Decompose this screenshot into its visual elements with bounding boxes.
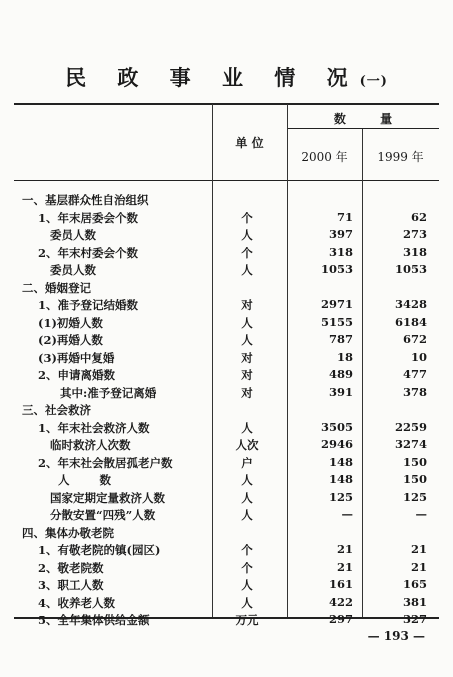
row-value-2000: 148: [328, 454, 353, 469]
table-row: [0, 402, 453, 419]
row-value-1999: 3428: [394, 297, 427, 311]
row-label: 国家定期定量救济人数: [50, 490, 165, 505]
row-label: 四、集体办敬老院: [22, 525, 114, 540]
row-unit: 人: [241, 595, 253, 610]
row-value-2000: 422: [328, 594, 353, 609]
row-value-2000: 125: [328, 489, 353, 504]
row-value-1999: 6184: [394, 314, 427, 329]
row-label: 2、申请离婚数: [38, 368, 116, 382]
table-row: [0, 420, 453, 437]
row-label: 一、基层群众性自治组织: [22, 193, 149, 207]
row-label: 二、婚姻登记: [22, 280, 91, 295]
title-text: 民 政 事 业 情 况: [65, 65, 360, 90]
row-value-2000: 161: [328, 577, 353, 591]
row-value-2000: —: [341, 507, 353, 521]
row-value-1999: 150: [402, 454, 427, 469]
row-value-2000: 391: [328, 384, 353, 399]
row-value-1999: 21: [410, 559, 427, 574]
row-value-2000: 2946: [320, 437, 353, 451]
row-value-2000: 148: [328, 472, 353, 486]
row-label: 分散安置“四残”人数: [50, 508, 156, 522]
row-value-1999: 378: [402, 384, 427, 399]
row-unit: 人: [241, 490, 253, 505]
row-unit: 人: [241, 420, 253, 435]
row-unit: 对: [241, 385, 253, 400]
table-top-rule: [14, 103, 439, 105]
header-mid-rule: [287, 128, 439, 129]
row-label: 人 数: [58, 473, 112, 487]
row-label: 委员人数: [50, 228, 96, 242]
page-number: — 193 —: [367, 629, 425, 643]
table-row: [0, 490, 453, 507]
table-row: [0, 227, 453, 244]
row-value-1999: —: [415, 507, 427, 521]
table-row: [0, 350, 453, 367]
row-value-2000: 318: [328, 244, 353, 259]
table-row: [0, 437, 453, 454]
row-label: 2、年末村委会个数: [38, 245, 139, 260]
row-value-2000: 18: [336, 349, 353, 364]
row-unit: 人次: [235, 438, 259, 452]
row-label: 1、年末社会救济人数: [38, 420, 150, 435]
row-value-2000: 3505: [320, 419, 353, 434]
row-value-1999: 21: [410, 542, 427, 556]
table-row: [0, 525, 453, 542]
row-value-2000: 397: [328, 227, 353, 241]
row-unit: 个: [241, 210, 253, 225]
row-unit: 对: [241, 298, 253, 312]
header-bottom-rule: [14, 180, 439, 181]
row-label: 3、职工人数: [38, 578, 104, 592]
row-value-2000: 5155: [320, 314, 353, 329]
row-label: 1、有敬老院的镇(园区): [38, 543, 161, 557]
row-value-1999: 477: [402, 367, 427, 381]
header-quantity: 数 量: [333, 112, 393, 126]
row-label: (2)再婚人数: [38, 333, 103, 347]
row-unit: 人: [241, 473, 253, 487]
row-label: 2、敬老院数: [38, 560, 104, 575]
row-value-1999: 1053: [394, 262, 427, 276]
row-value-2000: 489: [328, 367, 353, 381]
row-value-1999: 165: [402, 577, 427, 591]
row-unit: 人: [241, 315, 253, 330]
row-label: 1、年末居委会个数: [38, 210, 139, 225]
table-row: [0, 385, 453, 402]
row-label: 2、年末社会散居孤老户数: [38, 455, 173, 470]
row-value-1999: 273: [402, 227, 427, 241]
table-row: [0, 192, 453, 209]
row-unit: 人: [241, 263, 253, 277]
row-value-1999: 62: [410, 209, 427, 224]
row-value-2000: 21: [336, 559, 353, 574]
row-value-2000: 21: [336, 542, 353, 556]
row-value-2000: 2971: [320, 297, 353, 311]
table-row: [0, 595, 453, 612]
row-value-1999: 2259: [394, 419, 427, 434]
row-unit: 对: [241, 368, 253, 382]
row-unit: 万元: [235, 613, 259, 627]
header-year-1999: 1999 年: [377, 150, 424, 164]
row-label: 三、社会救济: [22, 403, 91, 417]
row-value-1999: 3274: [394, 437, 427, 451]
row-label: (1)初婚人数: [38, 315, 103, 330]
table-row: [0, 367, 453, 384]
page-title: [0, 62, 453, 92]
row-label: 5、全年集体供给金额: [38, 613, 150, 627]
header-unit: 单 位: [235, 136, 264, 150]
table-row: [0, 262, 453, 279]
row-value-1999: 10: [410, 349, 427, 364]
header-year-2000: 2000 年: [301, 150, 348, 164]
row-label: (3)再婚中复婚: [38, 350, 115, 365]
table-row: [0, 472, 453, 489]
row-value-1999: 327: [402, 612, 427, 626]
table-row: [0, 245, 453, 262]
row-unit: 个: [241, 560, 253, 575]
row-unit: 对: [241, 350, 253, 365]
row-unit: 个: [241, 245, 253, 260]
table-row: [0, 297, 453, 314]
table-row: [0, 280, 453, 297]
row-value-2000: 297: [328, 612, 353, 626]
row-value-2000: 787: [328, 332, 353, 346]
row-label: 1、准予登记结婚数: [38, 298, 139, 312]
row-unit: 人: [241, 333, 253, 347]
row-value-1999: 150: [402, 472, 427, 486]
row-label: 其中:准予登记离婚: [60, 385, 157, 400]
row-value-2000: 71: [336, 209, 353, 224]
row-unit: 人: [241, 508, 253, 522]
row-label: 4、收养老人数: [38, 595, 116, 610]
row-unit: 人: [241, 228, 253, 242]
table-row: [0, 455, 453, 472]
table-row: [0, 315, 453, 332]
table-row: [0, 210, 453, 227]
row-unit: 户: [241, 455, 253, 470]
row-value-2000: 1053: [320, 262, 353, 276]
table-row: [0, 612, 453, 629]
row-label: 委员人数: [50, 263, 96, 277]
table-row: [0, 507, 453, 524]
table-row: [0, 332, 453, 349]
row-value-1999: 318: [402, 244, 427, 259]
table-row: [0, 577, 453, 594]
row-unit: 个: [241, 543, 253, 557]
row-value-1999: 125: [402, 489, 427, 504]
row-label: 临时救济人次数: [50, 438, 131, 452]
title-suffix: (一): [359, 74, 388, 89]
row-unit: 人: [241, 578, 253, 592]
table-row: [0, 542, 453, 559]
row-value-1999: 672: [402, 332, 427, 346]
row-value-1999: 381: [402, 594, 427, 609]
table-row: [0, 560, 453, 577]
